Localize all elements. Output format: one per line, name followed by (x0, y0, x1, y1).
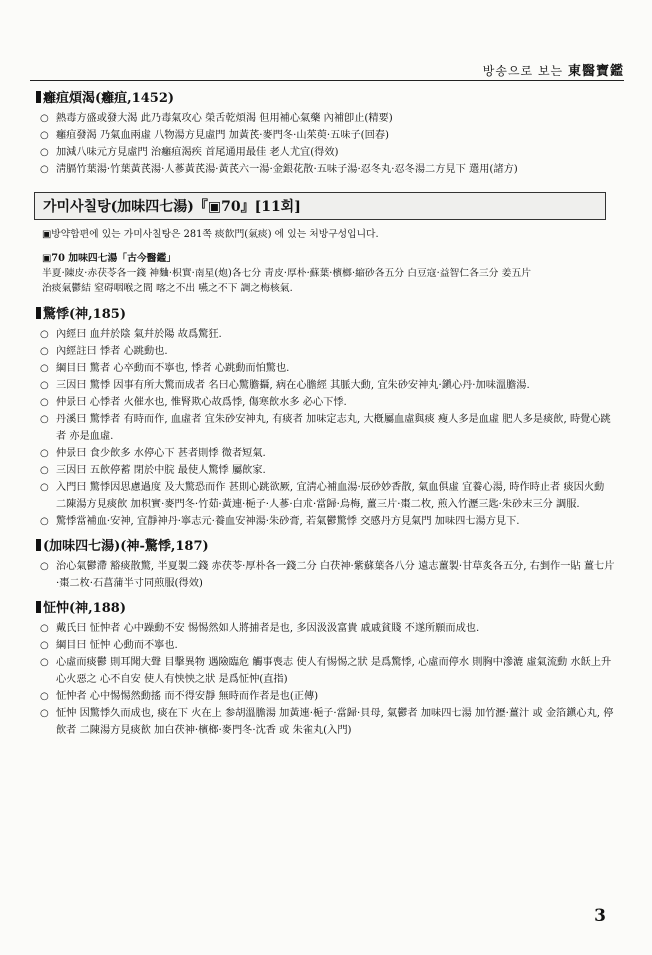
list-item: ○ 內經註曰 悸者 心跳動也. (40, 346, 168, 357)
prescription-note: ▣방약합편에 있는 가미사칠탕은 281쪽 痰飮門(氣痰) 에 있는 처방구성입니다. (42, 229, 379, 240)
list-item: ○ 入門曰 驚悸因思慮過度 及大驚恐而作 甚則心跳欲厥, 宜淸心補血湯·辰砂妙香散, 氣血俱虛 宜養心湯, 時作時止者 痰因火動 二陳湯方見痰飮 加枳實·麥門冬·竹茹·黃連·梔子·人蔘·白朮·當歸·烏梅, 薑三片·棗二枚, 煎入竹瀝三匙·朱砂末三分 調服. (40, 482, 605, 510)
section-2-list (36, 326, 616, 530)
section-marker (36, 601, 41, 613)
page-content (36, 88, 616, 739)
prescription-indication: 治痰氣鬱結 窒碍咽喉之間 喀之不出 嚥之不下 調之梅核氣. (42, 283, 293, 294)
prescription-title: ▣70 加味四七湯「古今醫鑑」 (42, 253, 177, 264)
section-4-list (36, 620, 616, 739)
section-marker (36, 539, 41, 551)
section-marker (36, 307, 41, 319)
header-prefix: 방송으로 보는 (482, 64, 564, 78)
section-heading-1: 癰疽煩渴(癰疽,1452) (36, 90, 616, 107)
prescription-title-box: 가미사칠탕(加味四七湯)『▣70』[11회] (34, 192, 606, 220)
list-item: ○ 內經曰 血幷於陰 氣幷於陽 故爲驚狂. (40, 329, 222, 340)
list-item: ○ 三因曰 驚悸 因事有所大驚而成者 名曰心驚膽攝, 病在心膽經 其脈大動, 宜朱砂安神丸·鎭心丹·加味溫膽湯. (40, 380, 530, 391)
header-rule (30, 80, 624, 81)
section-heading-3: (加味四七湯)(神-驚悸,187) (36, 538, 616, 555)
page-number: 3 (594, 906, 606, 926)
list-item: ○ 綱目曰 怔忡 心動而不寧也. (40, 640, 178, 651)
list-item: ○ 癰疽發渴 乃氣血兩虛 八物湯方見虛門 加黃芪·麥門冬·山茱萸·五味子(回春) (40, 130, 390, 141)
prescription-ingredients: 半夏·陳皮·赤茯苓各一錢 神麯·枳實·南星(炮)各七分 靑皮·厚朴·蘇葉·檳榔·縮砂各五分 白豆寇·益智仁各三分 姜五片 (42, 268, 531, 279)
list-item: ○ 淸膈竹葉湯·竹葉黃芪湯·人蔘黃芪湯·黃芪六一湯·金銀花散·五味子湯·忍冬丸·忍冬湯二方見下 選用(諸方) (40, 164, 518, 175)
prescription-block (42, 251, 616, 296)
running-header (483, 60, 624, 79)
list-item: ○ 仲景曰 心悸者 火催水也, 惟腎欺心故爲悸, 傷寒飮水多 必心下悸. (40, 397, 347, 408)
list-item: ○ 熱毒方盛或發大渴 此乃毒氣攻心 榮舌乾煩渴 但用補心氣藥 內補卽止(精要) (40, 113, 393, 124)
list-item: ○ 綱目曰 驚者 心卒動而不寧也, 悸者 心跳動而怕驚也. (40, 363, 290, 374)
section-1-list (36, 110, 616, 178)
list-item: ○ 怔忡 因驚悸久而成也, 痰在下 火在上 参胡溫膽湯 加黃連·梔子·當歸·貝母, 氣鬱者 加味四七湯 加竹瀝·薑汁 或 金箔鎭心丸, 停飮者 二陳湯方見痰飮 加白茯神·檳榔·麥門冬·沈香 或 朱雀丸(入門) (40, 708, 614, 736)
section-heading-2: 驚悸(神,185) (36, 306, 616, 323)
list-item: ○ 怔忡者 心中惕惕然動搖 而不得安靜 無時而作者是也(正傳) (40, 691, 319, 702)
list-item: ○ 驚悸當補血·安神, 宜靜神丹·寧志元·養血安神湯·朱砂膏, 若氣鬱驚悸 交感丹方見氣門 加味四七湯方見下. (40, 516, 520, 527)
list-item: ○ 仲景曰 食少飮多 水停心下 甚者則悸 微者短氣. (40, 448, 266, 459)
list-item: ○ 丹溪曰 驚悸者 有時而作, 血虛者 宜朱砂安神丸, 有痰者 加味定志丸, 大槪屬血虛與痰 瘦人多是血虛 肥人多是痰飮, 時覺心跳者 亦是血虛. (40, 414, 611, 442)
list-item: ○ 心虛而痰鬱 則耳聞大聲 目擊異物 遇險臨危 觸事喪志 使人有惕惕之狀 是爲驚悸, 心虛而停水 則胸中滲漉 虛氣流動 水飫上升 心火惡之 心不自安 使人有怏怏之狀 是爲怔忡(直指) (40, 657, 612, 685)
list-item: ○ 戴氏曰 怔忡者 心中躁動不安 惕惕然如人將捕者是也, 多因汲汲富貴 戚戚貧賤 不遂所願而成也. (40, 623, 480, 634)
section-heading-4: 怔忡(神,188) (36, 600, 616, 617)
header-title: 東醫寶鑑 (567, 64, 624, 79)
list-item: ○ 三因曰 五飮停蓄 閉於中脘 最使人驚悸 屬飮家. (40, 465, 266, 476)
list-item: ○ 治心氣鬱滯 豁痰散驚, 半夏製二錢 赤茯苓·厚朴各一錢二分 白茯神·紫蘇葉各八分 遠志薑製·甘草炙各五分, 右剉作一貼 薑七片·棗二枚·石菖蒲半寸同煎服(得效) (40, 561, 615, 589)
section-3-list (36, 558, 616, 592)
section-marker (36, 91, 41, 103)
list-item: ○ 加減八味元方見虛門 治癰疽渴疾 首尾通用最佳 老人尤宜(得效) (40, 147, 339, 158)
